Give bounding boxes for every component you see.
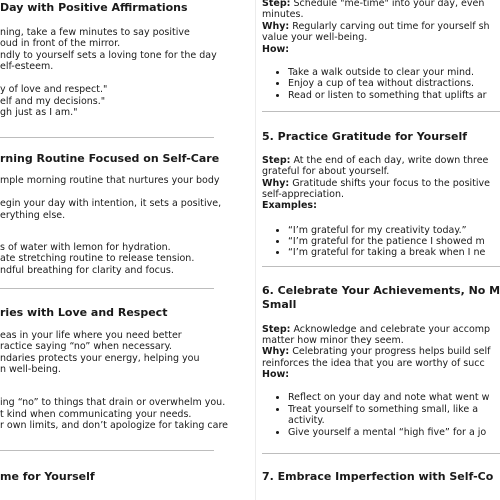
card-title: 7. Embrace Imperfection with Self-Co bbox=[262, 470, 494, 483]
why-continued: self-appreciation. bbox=[262, 188, 345, 200]
affirmation-line: y of love and respect." bbox=[0, 84, 108, 96]
how-list bbox=[262, 392, 500, 438]
imperfection-card bbox=[262, 470, 500, 484]
affirmation-line: elf and my decisions." bbox=[0, 95, 106, 107]
how-list bbox=[262, 67, 500, 101]
gratitude-card bbox=[262, 130, 500, 259]
step-text: Schedule "me-time" into your day, even bbox=[293, 0, 485, 9]
example-line: ndful breathing for clarity and focus. bbox=[0, 264, 174, 276]
body-line: egin your day with intention, it sets a positive, bbox=[0, 198, 222, 210]
why-label: Why: bbox=[262, 177, 290, 189]
me-time-card bbox=[0, 470, 232, 484]
section-divider bbox=[0, 450, 214, 451]
card-title: rning Routine Focused on Self-Care bbox=[0, 152, 220, 165]
body-line: mple morning routine that nurtures your body bbox=[0, 174, 220, 186]
achievements-card bbox=[262, 284, 500, 438]
body-line: oud in front of the mirror. bbox=[0, 38, 121, 50]
list-item: • Read or listen to something that uplifts ar bbox=[288, 90, 500, 101]
example-line: ing “no” to things that drain or overwhelm you. bbox=[0, 397, 226, 409]
step-label: Step: bbox=[262, 154, 291, 166]
why-label: Why: bbox=[262, 20, 290, 32]
step-continued: matter how minor they seem. bbox=[262, 334, 404, 346]
example-line: r own limits, and don’t apologize for taking care bbox=[0, 420, 229, 432]
me-time-details-card bbox=[262, 0, 500, 101]
body-line: erything else. bbox=[0, 209, 66, 221]
why-text: Celebrating your progress helps build self bbox=[292, 346, 491, 358]
step-text: Acknowledge and celebrate your accomp bbox=[293, 323, 491, 335]
list-item: • Reflect on your day and note what went w bbox=[288, 392, 500, 403]
morning-routine-card bbox=[0, 152, 232, 276]
example-line: t kind when communicating your needs. bbox=[0, 408, 192, 420]
card-title-line: Small bbox=[262, 297, 297, 311]
list-item: • “I’m grateful for my creativity today.” bbox=[288, 225, 500, 236]
how-label: How: bbox=[262, 43, 290, 55]
step-continued: grateful for about yourself. bbox=[262, 166, 390, 178]
examples-list bbox=[262, 225, 500, 259]
step-line bbox=[262, 0, 500, 9]
why-line bbox=[262, 178, 500, 189]
body-line: ndly to yourself sets a loving tone for the day bbox=[0, 49, 217, 61]
body-line: ractice saying “no” when necessary. bbox=[0, 341, 172, 353]
why-text: Gratitude shifts your focus to the positive bbox=[292, 177, 491, 189]
affirmation-line: gh just as I am." bbox=[0, 107, 78, 119]
body-line: n well-being. bbox=[0, 363, 61, 375]
body-line: ndaries protects your energy, helping you bbox=[0, 352, 200, 364]
step-continued: minutes. bbox=[262, 9, 304, 21]
step-label: Step: bbox=[262, 323, 291, 335]
card-title-line: 6. Celebrate Your Achievements, No M bbox=[262, 284, 500, 297]
body-line: eas in your life where you need better bbox=[0, 329, 182, 341]
list-item-continued: activity. bbox=[288, 415, 325, 427]
boundaries-card bbox=[0, 306, 232, 431]
why-line bbox=[262, 346, 500, 357]
example-line: s of water with lemon for hydration. bbox=[0, 241, 171, 253]
list-item: • “I’m grateful for the patience I showed m bbox=[288, 236, 500, 247]
column-divider bbox=[255, 0, 256, 500]
section-divider bbox=[262, 111, 500, 112]
section-divider bbox=[0, 137, 214, 138]
section-divider bbox=[262, 453, 500, 454]
body-line: ning, take a few minutes to say positive bbox=[0, 26, 190, 38]
why-label: Why: bbox=[262, 346, 290, 358]
step-line bbox=[262, 324, 500, 335]
step-text: At the end of each day, write down three bbox=[293, 154, 489, 166]
why-continued: reinforces the idea that you are worthy of succ bbox=[262, 357, 485, 369]
example-line: ate stretching routine to release tension. bbox=[0, 253, 195, 265]
examples-label: Examples: bbox=[262, 200, 317, 212]
card-title: 5. Practice Gratitude for Yourself bbox=[262, 130, 468, 143]
step-line bbox=[262, 155, 500, 166]
list-item: • Enjoy a cup of tea without distractions. bbox=[288, 78, 500, 89]
why-continued: value your well-being. bbox=[262, 32, 368, 44]
why-line bbox=[262, 21, 500, 32]
list-item: • Give yourself a mental “high five” for a jo bbox=[288, 427, 500, 438]
left-column bbox=[0, 0, 232, 500]
card-title: me for Yourself bbox=[0, 470, 95, 483]
list-item: • “I’m grateful for taking a break when I ne bbox=[288, 247, 500, 258]
body-line: elf-esteem. bbox=[0, 60, 54, 72]
section-divider bbox=[0, 288, 214, 289]
step-label: Step: bbox=[262, 0, 291, 9]
why-text: Regularly carving out time for yourself sh bbox=[292, 20, 490, 32]
list-item: • Take a walk outside to clear your mind. bbox=[288, 67, 500, 78]
affirmations-card bbox=[0, 0, 232, 118]
section-divider bbox=[262, 266, 500, 267]
list-item: • Treat yourself to something small, like a bbox=[288, 404, 500, 415]
card-title: ries with Love and Respect bbox=[0, 306, 168, 319]
card-title: Day with Positive Affirmations bbox=[0, 1, 188, 14]
right-column bbox=[262, 0, 500, 500]
how-label: How: bbox=[262, 369, 290, 381]
